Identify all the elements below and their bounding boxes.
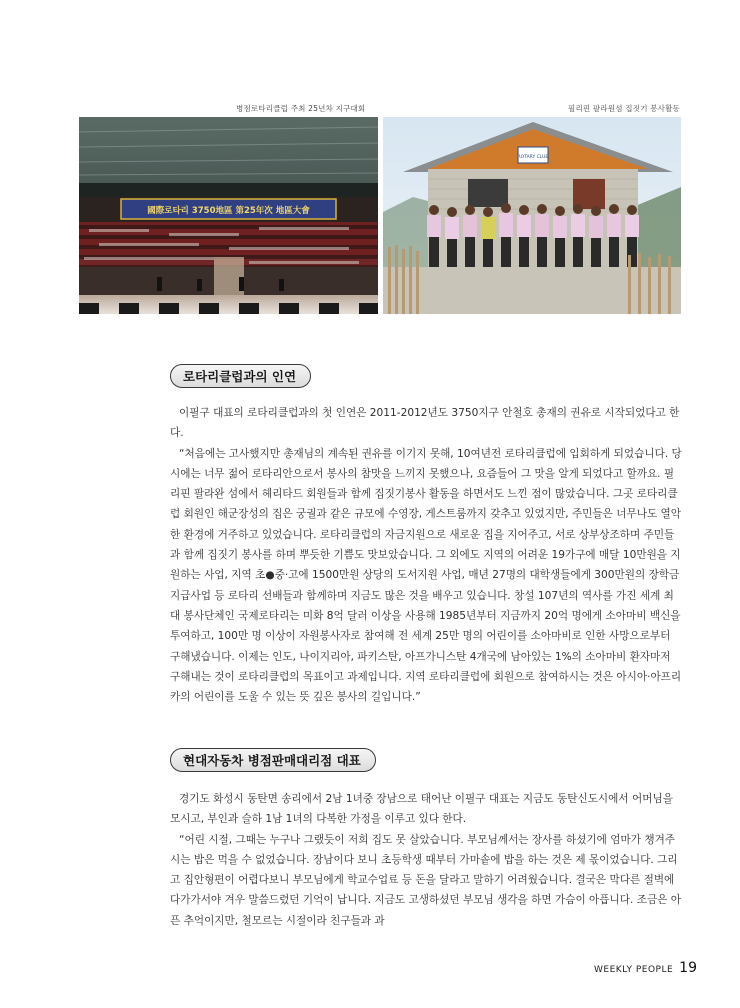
paragraph: “처음에는 고사했지만 총재님의 계속된 권유를 이기지 못해, 10여년전 로타리클럽에 입회하게 되었습니다. 당시에는 너무 젊어 로타리안으로서 봉사의 참맛을 느끼지 못했으나, 요즘들어 그 맛을 알게 되었다고 할까요. 필리핀 팔라완 섬에서 헤리타드 회원들과 함께 집짓기봉사 활동을 하면서도 느낀 점이 많았습니다. 그곳 로타리클럽 회원인 해군장성의 집은 궁궐과 같은 규모에 수영장, 게스트룸까지 갖추고 있었지만, 주민들은 너무나도 열악한 환경에 거주하고 있었습니다. 로타리클럽의 자금지원으로 새로운 집을 지어주고, 서로 상부상조하며 주민들과 함께 집짓기 봉사를 하며 뿌듯한 기쁨도 맛보았습니다. 그 외에도 지역의 어려운 19가구에 매달 10만원을 지원하는 사업, 지역 초●중·고에 1500만원 상당의 도서지원 사업, 매년 27명의 대학생들에게 300만원의 장학금 지급사업 등 로타리 선배들과 함께하며 지금도 많은 것을 배우고 있습니다. 창설 107년의 역사를 가진 세계 최대 봉사단체인 국제로타리는 미화 8억 달러 이상을 사용해 1985년부터 지금까지 20억 명에게 소아마비 백신을 투여하고, 100만 명 이상이 자원봉사자로 참여해 전 세계 25만 명의 어린이를 소아마비로 인한 사망으로부터 구해냈습니다. 이제는 인도, 나이지리아, 파키스탄, 아프가니스탄 4개국에 남아있는 1%의 소아마비 환자마저 구해내는 것이 로타리클럽의 목표이고 과제입니다. 지역 로타리클럽에 회원으로 참여하시는 것은 아시아·아프리카의 어린이를 도울 수 있는 뜻 깊은 봉사의 길입니다.” (170, 447, 682, 704)
magazine-name: WEEKLY PEOPLE (593, 965, 674, 975)
caption-left: 병점로타리클럽 주최 25년차 지구대회 (236, 104, 366, 113)
section-body-dealer (170, 789, 682, 931)
photo-district-convention (79, 117, 378, 314)
section-body-rotary (170, 403, 682, 707)
page-footer (594, 960, 697, 976)
caption-right: 필리핀 팔라원섬 집짓기 봉사활동 (568, 104, 680, 113)
photo-house-building (383, 117, 681, 314)
page-number: 19 (679, 960, 697, 976)
convention-banner-text: 國際로타리 3750地區 第25年次 地區大會 (147, 206, 310, 216)
section-heading-dealer: 현대자동차 병점판매대리점 대표 (170, 748, 376, 772)
section-heading-rotary: 로타리클럽과의 인연 (170, 364, 311, 388)
paragraph: “어린 시절, 그때는 누구나 그랬듯이 저희 집도 못 살았습니다. 부모님께서는 장사를 하셨기에 엄마가 챙겨주시는 밥은 먹을 수 없었습니다. 장남이다 보니 초등학생 때부터 가마솥에 밥을 하는 것은 제 몫이었습니다. 그리고 집안형편이 어렵다보니 부모님에게 학교수업료 등 돈을 달라고 말하기 어려웠습니다. 결국은 막다른 절벽에 다가가서야 겨우 말씀드렸던 기억이 납니다. 지금도 고생하셨던 부모님 생각을 하면 가슴이 아픕니다. 조금은 아픈 추억이지만, 철모르는 시절이라 친구들과 과 (170, 833, 682, 927)
paragraph: 경기도 화성시 동탄면 송리에서 2남 1녀중 장남으로 태어난 이필구 대표는 지금도 동탄신도시에서 어머님을 모시고, 부인과 슬하 1남 1녀의 다복한 가정을 이루고 있다 한다. (170, 793, 673, 826)
paragraph: 이필구 대표의 로타리클럽과의 첫 인연은 2011-2012년도 3750지구 안철호 총재의 권유로 시작되었다고 한다. (170, 407, 680, 440)
house-sign-text: ROTARY CLUB (517, 155, 549, 160)
